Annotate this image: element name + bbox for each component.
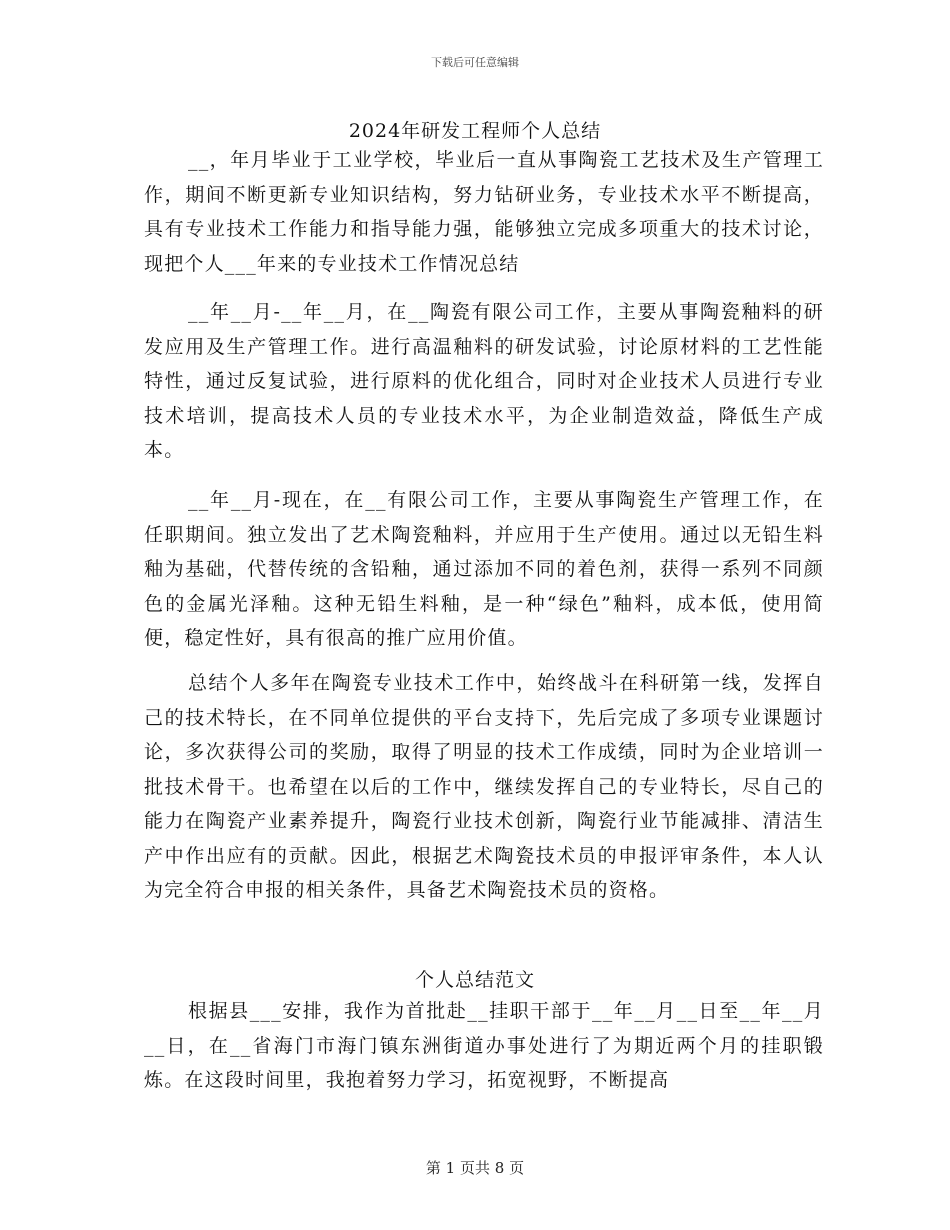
paragraph-first-job: __年__月-__年__月，在__陶瓷有限公司工作，主要从事陶瓷釉料的研发应用及生产管理工作。进行高温釉料的研发试验，讨论原材料的工艺性能特性，通过反复试验，进行原料的优化组合，同时对企业技术人员进行专业技术培训，提高技术人员的专业技术水平，为企业制造效益，降低生产成本。 xyxy=(144,301,824,461)
paragraph-intro: __，年月毕业于工业学校，毕业后一直从事陶瓷工艺技术及生产管理工作，期间不断更新专业知识结构，努力钻研业务，专业技术水平不断提高，具有专业技术工作能力和指导能力强，能够独立完成多项重大的技术讨论，现把个人___年来的专业技术工作情况总结 xyxy=(144,149,824,275)
paragraph-sample-intro: 根据县___安排，我作为首批赴__挂职干部于__年__月__日至__年__月__日，在__省海门市海门镇东洲街道办事处进行了为期近两个月的挂职锻炼。在这段时间里，我抱着努力学习，拓宽视野，不断提高 xyxy=(144,1000,824,1091)
paragraph-current-job: __年__月-现在，在__有限公司工作，主要从事陶瓷生产管理工作，在任职期间。独立发出了艺术陶瓷釉料，并应用于生产使用。通过以无铅生料釉为基础，代替传统的含铅釉，通过添加不同的着色剂，获得一系列不同颜色的金属光泽釉。这种无铅生料釉，是一种“绿色”釉料，成本低，使用简便，稳定性好，具有很高的推广应用价值。 xyxy=(144,489,824,649)
document-title: 2024年研发工程师个人总结 xyxy=(348,120,602,142)
section-subtitle: 个人总结范文 xyxy=(414,969,535,991)
page-number-footer: 第 1 页共 8 页 xyxy=(425,1159,525,1177)
paragraph-conclusion: 总结个人多年在陶瓷专业技术工作中，始终战斗在科研第一线，发挥自己的技术特长，在不同单位提供的平台支持下，先后完成了多项专业课题讨论，多次获得公司的奖励，取得了明显的技术工作成绩，同时为企业培训一批技术骨干。也希望在以后的工作中，继续发挥自己的专业特长，尽自己的能力在陶瓷产业素养提升，陶瓷行业技术创新，陶瓷行业节能减排、清洁生产中作出应有的贡献。因此，根据艺术陶瓷技术员的申报评审条件，本人认为完全符合申报的相关条件，具备艺术陶瓷技术员的资格。 xyxy=(144,672,824,901)
header-note: 下载后可任意编辑 xyxy=(431,56,519,69)
